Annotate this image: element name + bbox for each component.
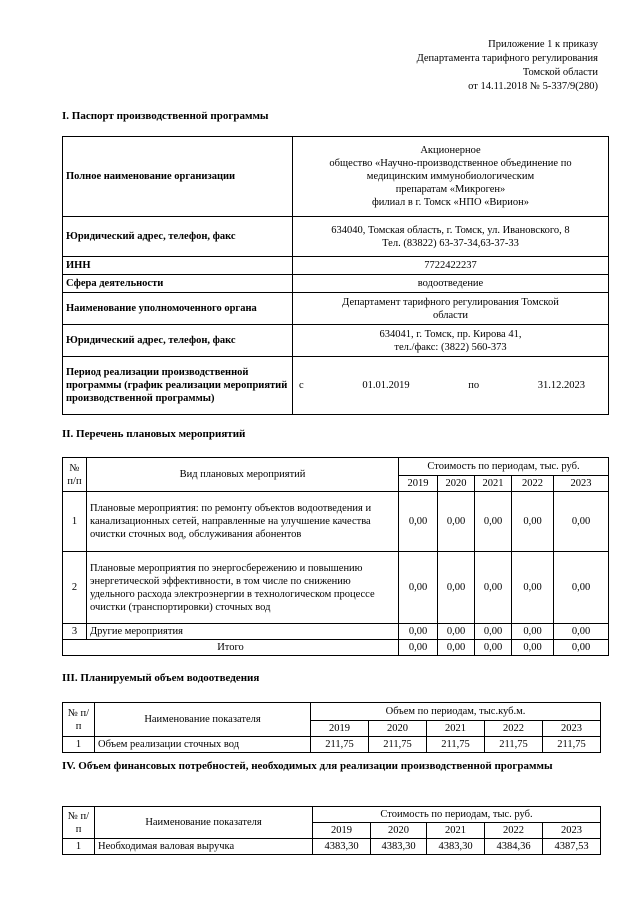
row-value: 4383,30 [427, 839, 485, 855]
row-value: 4384,36 [485, 839, 543, 855]
total-value: 0,00 [554, 640, 609, 656]
row-value: 0,00 [438, 552, 475, 624]
row-name: Другие мероприятия [87, 624, 399, 640]
value-line: Тел. (83822) 63-37-34,63-37-33 [382, 237, 519, 249]
row-name: Объем реализации сточных вод [95, 737, 311, 753]
year-header: 2020 [369, 721, 427, 737]
section4-title: IV. Объем финансовых потребностей, необходимых для реализации производственной программы [62, 760, 553, 772]
passport-label: Юридический адрес, телефон, факс [63, 217, 293, 257]
row-num: 1 [63, 492, 87, 552]
row-value: 0,00 [438, 492, 475, 552]
year-header: 2022 [512, 476, 554, 492]
row-value: 0,00 [399, 492, 438, 552]
period-label: Период реализации производственной программы (график реализации мероприятий производственной программы) [63, 357, 293, 415]
row-value: 211,75 [369, 737, 427, 753]
period-value [293, 357, 609, 415]
header-cost: Стоимость по периодам, тыс. руб. [399, 458, 609, 476]
year-header: 2021 [427, 721, 485, 737]
table-header-row [63, 703, 601, 721]
table-header-row [63, 458, 609, 476]
header-name: Вид плановых мероприятий [87, 458, 399, 492]
year-header: 2019 [313, 823, 371, 839]
passport-value [293, 137, 609, 217]
passport-value [293, 325, 609, 357]
year-header: 2022 [485, 721, 543, 737]
row-name: Необходимая валовая выручка [95, 839, 313, 855]
passport-value [293, 293, 609, 325]
row-name: Плановые мероприятия: по ремонту объектов водоотведения и канализационных сетей, направленные на улучшение качества очистки сточных вод, обслуживания абонентов [87, 492, 399, 552]
year-header: 2021 [475, 476, 512, 492]
passport-label: Наименование уполномоченного органа [63, 293, 293, 325]
finance-table [62, 806, 601, 855]
passport-row [63, 257, 609, 275]
year-header: 2022 [485, 823, 543, 839]
table-total-row [63, 640, 609, 656]
header-num: № п/п [63, 703, 95, 737]
passport-row [63, 275, 609, 293]
table-row [63, 839, 601, 855]
table-row [63, 624, 609, 640]
total-value: 0,00 [512, 640, 554, 656]
value-line: препаратам «Микроген» [395, 184, 506, 195]
value-line: 634041, г. Томск, пр. Кирова 41, [379, 328, 522, 340]
row-value: 0,00 [399, 552, 438, 624]
section2-title: II. Перечень плановых мероприятий [62, 428, 246, 440]
period-from-word: с [299, 380, 304, 391]
header-cost: Стоимость по периодам, тыс. руб. [313, 807, 601, 823]
row-value: 4387,53 [543, 839, 601, 855]
value-line: общество «Научно-производственное объединение по [329, 158, 572, 169]
value-line: тел./факс: (3822) 560-373 [394, 341, 507, 353]
appendix-line: Приложение 1 к приказу [488, 39, 598, 50]
activities-table [62, 457, 609, 656]
value-line: 634040, Томская область, г. Томск, ул. Ивановского, 8 [331, 224, 570, 236]
passport-row [63, 137, 609, 217]
year-header: 2023 [554, 476, 609, 492]
period-to-date: 31.12.2023 [537, 380, 585, 391]
row-value: 4383,30 [313, 839, 371, 855]
row-value: 0,00 [475, 492, 512, 552]
row-value: 211,75 [311, 737, 369, 753]
period-from-date: 01.01.2019 [362, 380, 410, 391]
header-num: № п/п [63, 807, 95, 839]
row-num: 1 [63, 839, 95, 855]
passport-label: Полное наименование организации [63, 137, 293, 217]
total-value: 0,00 [475, 640, 512, 656]
passport-row [63, 325, 609, 357]
row-value: 0,00 [475, 624, 512, 640]
row-value: 0,00 [475, 552, 512, 624]
row-num: 1 [63, 737, 95, 753]
year-header: 2020 [438, 476, 475, 492]
table-row [63, 737, 601, 753]
total-label: Итого [63, 640, 399, 656]
passport-row-period [63, 357, 609, 415]
row-value: 4383,30 [371, 839, 427, 855]
row-value: 0,00 [512, 492, 554, 552]
value-line: области [432, 309, 469, 321]
volume-table [62, 702, 601, 753]
table-row [63, 492, 609, 552]
year-header: 2021 [427, 823, 485, 839]
row-value: 0,00 [554, 624, 609, 640]
passport-value: водоотведение [293, 275, 609, 293]
passport-label: Юридический адрес, телефон, факс [63, 325, 293, 357]
header-volume: Объем по периодам, тыс.куб.м. [311, 703, 601, 721]
table-row [63, 552, 609, 624]
row-value: 0,00 [554, 492, 609, 552]
header-num: № п/п [63, 458, 87, 492]
header-name: Наименование показателя [95, 703, 311, 737]
appendix-header [278, 38, 598, 94]
passport-row [63, 217, 609, 257]
passport-row [63, 293, 609, 325]
row-name: Плановые мероприятия по энергосбережению и повышению энергетической эффективности, в том числе по снижению удельного расхода электроэнергии в технологическом процессе очистки (транспортировки) сточных вод [87, 552, 399, 624]
appendix-line: Департамента тарифного регулирования [416, 53, 598, 64]
passport-table [62, 136, 609, 415]
year-header: 2023 [543, 823, 601, 839]
row-value: 0,00 [399, 624, 438, 640]
row-value: 0,00 [512, 624, 554, 640]
row-value: 0,00 [554, 552, 609, 624]
row-value: 0,00 [438, 624, 475, 640]
value-line: медицинским иммунобиологическим [366, 171, 535, 182]
row-value: 211,75 [485, 737, 543, 753]
total-value: 0,00 [438, 640, 475, 656]
appendix-line: от 14.11.2018 № 5-337/9(280) [468, 81, 598, 92]
value-line: Акционерное [420, 145, 481, 156]
passport-label: Сфера деятельности [63, 275, 293, 293]
section3-title: III. Планируемый объем водоотведения [62, 672, 260, 684]
section1-title: I. Паспорт производственной программы [62, 110, 269, 122]
appendix-line: Томской области [522, 67, 598, 78]
passport-value: 7722422237 [293, 257, 609, 275]
header-name: Наименование показателя [95, 807, 313, 839]
row-value: 0,00 [512, 552, 554, 624]
table-header-row [63, 807, 601, 823]
value-line: филиал в г. Томск «НПО «Вирион» [371, 197, 530, 208]
total-value: 0,00 [399, 640, 438, 656]
row-value: 211,75 [427, 737, 485, 753]
year-header: 2019 [399, 476, 438, 492]
passport-value [293, 217, 609, 257]
period-to-word: по [468, 380, 480, 391]
row-value: 211,75 [543, 737, 601, 753]
row-num: 2 [63, 552, 87, 624]
year-header: 2023 [543, 721, 601, 737]
passport-label: ИНН [63, 257, 293, 275]
value-line: Департамент тарифного регулирования Томской [342, 296, 559, 308]
year-header: 2020 [371, 823, 427, 839]
row-num: 3 [63, 624, 87, 640]
year-header: 2019 [311, 721, 369, 737]
